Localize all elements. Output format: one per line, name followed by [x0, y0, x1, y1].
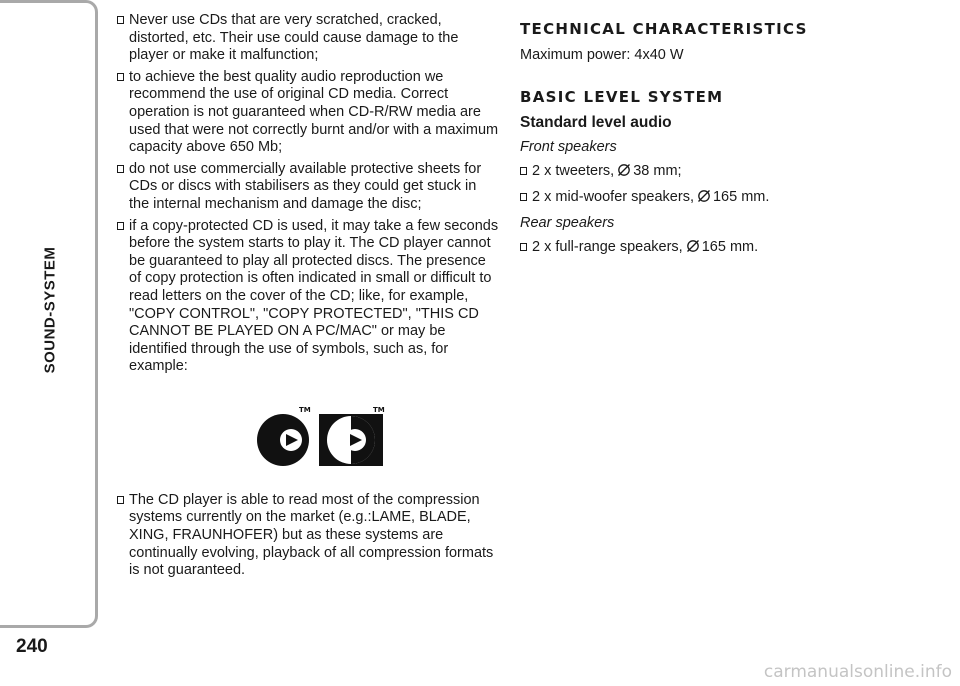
standard-level-heading: Standard level audio	[520, 114, 672, 131]
copy-protection-logos	[135, 404, 499, 466]
bullet-item: if a copy-protected CD is used, it may take a few seconds before the system starts to play it. The CD player cannot be guaranteed to play all protected discs. The presence of copy protection is often indicated in small or difficult to read letters on the cover of the CD; like, for example, "COPY CONTROL", "COPY PROTECTED", "THIS CD CANNOT BE PLAYED ON A PC/MAC" or may be identified through the use of symbols, such as, for example:	[117, 218, 499, 376]
speaker-item-text: 2 x full-range speakers,	[532, 239, 683, 255]
speaker-item-text: 2 x tweeters,	[532, 163, 615, 179]
watermark: carmanualsonline.info	[763, 662, 952, 682]
section-label: SOUND-SYSTEM	[41, 246, 59, 374]
diameter-icon	[686, 239, 700, 253]
max-power-text: Maximum power: 4x40 W	[520, 47, 684, 63]
cd-reverse-logo-icon	[317, 404, 385, 466]
page-number: 240	[16, 636, 48, 657]
speaker-size: 165 mm.	[701, 239, 759, 255]
diameter-icon	[697, 189, 711, 203]
speaker-size: 165 mm.	[712, 189, 770, 205]
basic-level-heading: BASIC LEVEL SYSTEM	[520, 88, 724, 106]
trademark-mark: TM	[299, 405, 311, 414]
rear-speakers-label: Rear speakers	[520, 215, 615, 231]
speaker-item	[520, 162, 920, 180]
speaker-item	[520, 188, 920, 206]
technical-characteristics-heading: TECHNICAL CHARACTERISTICS	[520, 20, 808, 38]
bullet-item: to achieve the best quality audio reproduction we recommend the use of original CD media. Correct operation is not guaranteed when CD-R/RW media are used that were not correctly burnt and/or with a maximum capacity above 650 Mb;	[117, 69, 499, 157]
diameter-icon	[617, 163, 631, 177]
speaker-item-text: 2 x mid-woofer speakers,	[532, 189, 694, 205]
bullet-item: Never use CDs that are very scratched, cracked, distorted, etc. Their use could cause damage to the player or make it malfunction;	[117, 12, 499, 65]
trademark-mark: TM	[373, 405, 385, 414]
speaker-size: 38 mm;	[633, 163, 682, 179]
left-column	[117, 12, 499, 584]
bullet-item: do not use commercially available protective sheets for CDs or discs with stabilisers as they could get stuck in the internal mechanism and damage the disc;	[117, 161, 499, 214]
copy-protection-logo-icon	[249, 404, 317, 466]
bullet-item: The CD player is able to read most of the compression systems currently on the market (e.g.:LAME, BLADE, XING, FRAUNHOFER) but as these systems are continually evolving, playback of all compression formats is not guaranteed.	[117, 492, 499, 580]
front-speakers-label: Front speakers	[520, 139, 617, 155]
speaker-item	[520, 238, 920, 256]
right-column	[520, 20, 920, 264]
